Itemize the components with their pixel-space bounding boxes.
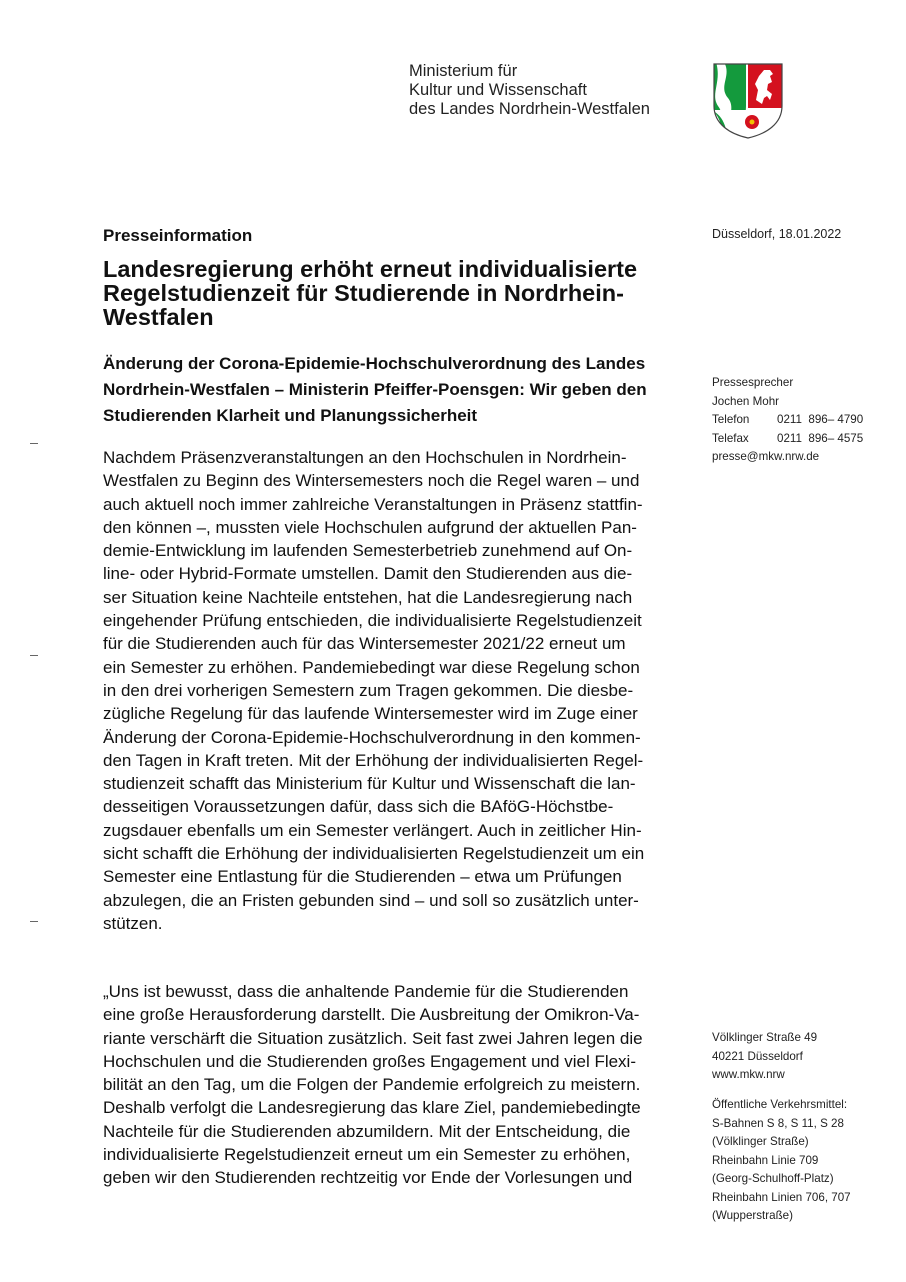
text-line: studienzeit schafft das Ministerium für Kultur und Wissenschaft die lan- xyxy=(103,774,636,794)
subheadline xyxy=(103,351,703,429)
text-line: ser Situation keine Nachteile entstehen, hat die Landesregierung nach xyxy=(103,587,633,607)
ministry-name xyxy=(409,62,650,119)
address-street: Völklinger Straße 49 xyxy=(712,1031,818,1044)
headline-line: Regelstudienzeit für Studierende in Nordrhein- xyxy=(103,280,624,306)
public-transport-info xyxy=(712,1096,851,1226)
text-line: Änderung der Corona-Epidemie-Hochschulverordnung in den kommen- xyxy=(103,727,641,747)
text-line: zugsdauer ebenfalls um ein Semester verlängert. Auch in zeitlicher Hin- xyxy=(103,820,642,840)
phone-label: Telefon xyxy=(712,413,750,426)
transit-line: (Wupperstraße) xyxy=(712,1209,793,1222)
transit-line: (Völklinger Straße) xyxy=(712,1135,809,1148)
text-line: Nachdem Präsenzveranstaltungen an den Hochschulen in Nordrhein- xyxy=(103,448,627,467)
text-line: Nachteile für die Studierenden abzumildern. Mit der Entscheidung, die xyxy=(103,1121,631,1141)
text-line: riante verschärft die Situation zusätzlich. Seit fast zwei Jahren legen die xyxy=(103,1028,643,1048)
press-contact xyxy=(712,374,863,467)
headline xyxy=(103,257,693,329)
body-paragraph-1 xyxy=(103,446,693,935)
document-date: Düsseldorf, 18.01.2022 xyxy=(712,227,842,241)
text-line: individualisierte Regelstudienzeit erneut um ein Semester zu erhöhen, xyxy=(103,1145,631,1165)
text-line: abzulegen, die an Fristen gebunden sind – und soll so zusätzlich unter- xyxy=(103,890,639,910)
text-line: den Tagen in Kraft treten. Mit der Erhöhung der individualisierten Regel- xyxy=(103,750,644,770)
contact-email[interactable]: presse@mkw.nrw.de xyxy=(712,450,820,463)
fax-number: 0211 896– 4575 xyxy=(777,431,864,445)
text-line: stützen. xyxy=(103,913,163,933)
document-type-label: Presseinformation xyxy=(103,226,253,245)
fold-mark-3 xyxy=(30,921,38,922)
ministry-line-1: Ministerium für xyxy=(409,62,518,80)
text-line: den können –, mussten viele Hochschulen aufgrund der aktuellen Pan- xyxy=(103,517,637,537)
fax-label: Telefax xyxy=(712,431,749,445)
text-line: bilität an den Tag, um die Folgen der Pandemie erfolgreich zu meistern. xyxy=(103,1075,641,1095)
text-line: demie-Entwicklung im laufenden Semesterbetrieb zunehmend auf On- xyxy=(103,541,633,561)
address-city: 40221 Düsseldorf xyxy=(712,1049,803,1063)
text-line: geben wir den Studierenden rechtzeitig vor Ende der Vorlesungen und xyxy=(103,1168,633,1188)
contact-phone-row xyxy=(712,411,863,430)
text-line: line- oder Hybrid-Formate umstellen. Damit den Studierenden aus die- xyxy=(103,564,633,584)
text-line: desseitigen Voraussetzungen dafür, dass sich die BAföG-Höchstbe- xyxy=(103,797,614,817)
contact-fax-row xyxy=(712,430,863,449)
address-website[interactable]: www.mkw.nrw xyxy=(712,1068,785,1081)
text-line: Semester eine Entlastung für die Studierenden – etwa um Prüfungen xyxy=(103,867,622,887)
text-line: Hochschulen und die Studierenden großes Engagement und viel Flexi- xyxy=(103,1051,636,1071)
text-line: Deshalb verfolgt die Landesregierung das klare Ziel, pandemiebedingte xyxy=(103,1098,641,1118)
ministry-line-2: Kultur und Wissenschaft xyxy=(409,81,587,99)
text-line: ein Semester zu erhöhen. Pandemiebedingt war diese Regelung schon xyxy=(103,657,640,677)
text-line: eine große Herausforderung darstellt. Die Ausbreitung der Omikron-Va- xyxy=(103,1005,640,1025)
contact-role: Pressesprecher xyxy=(712,376,794,389)
transit-line: S-Bahnen S 8, S 11, S 28 xyxy=(712,1116,844,1130)
fold-mark-2 xyxy=(30,655,38,656)
text-line: in den drei vorherigen Semestern zum Tragen gekommen. Die diesbe- xyxy=(103,680,634,700)
text-line: für die Studierenden auch für das Wintersemester 2021/22 erneut um xyxy=(103,634,626,654)
text-line: eingehender Prüfung entschieden, die individualisierte Regelstudienzeit xyxy=(103,611,642,631)
nrw-coat-of-arms-icon xyxy=(712,62,784,140)
headline-line: Landesregierung erhöht erneut individualisierte xyxy=(103,256,638,282)
subheadline-line: Änderung der Corona-Epidemie-Hochschulverordnung des Landes xyxy=(103,354,646,373)
transit-line: (Georg-Schulhoff-Platz) xyxy=(712,1172,834,1185)
ministry-address xyxy=(712,1029,817,1085)
ministry-line-3: des Landes Nordrhein-Westfalen xyxy=(409,100,650,118)
transit-line: Öffentliche Verkehrsmittel: xyxy=(712,1098,848,1111)
subheadline-line: Studierenden Klarheit und Planungssicherheit xyxy=(103,406,478,425)
transit-line: Rheinbahn Linie 709 xyxy=(712,1153,819,1167)
text-line: Westfalen zu Beginn des Wintersemesters noch die Regel waren – und xyxy=(103,471,640,491)
text-line: „Uns ist bewusst, dass die anhaltende Pandemie für die Studierenden xyxy=(103,982,629,1001)
text-line: sicht schafft die Erhöhung der individualisierten Regelstudienzeit um ein xyxy=(103,844,645,864)
transit-line: Rheinbahn Linien 706, 707 xyxy=(712,1190,851,1204)
text-line: auch aktuell noch immer zahlreiche Veranstaltungen in Präsenz stattfin- xyxy=(103,494,643,514)
text-line: zügliche Regelung für das laufende Wintersemester wird im Zuge einer xyxy=(103,704,638,724)
subheadline-line: Nordrhein-Westfalen – Ministerin Pfeiffer-Poensgen: Wir geben den xyxy=(103,380,647,399)
body-paragraph-2 xyxy=(103,980,693,1190)
fold-mark-1 xyxy=(30,443,38,444)
headline-line: Westfalen xyxy=(103,304,214,330)
phone-number: 0211 896– 4790 xyxy=(777,413,864,426)
contact-name: Jochen Mohr xyxy=(712,394,780,408)
